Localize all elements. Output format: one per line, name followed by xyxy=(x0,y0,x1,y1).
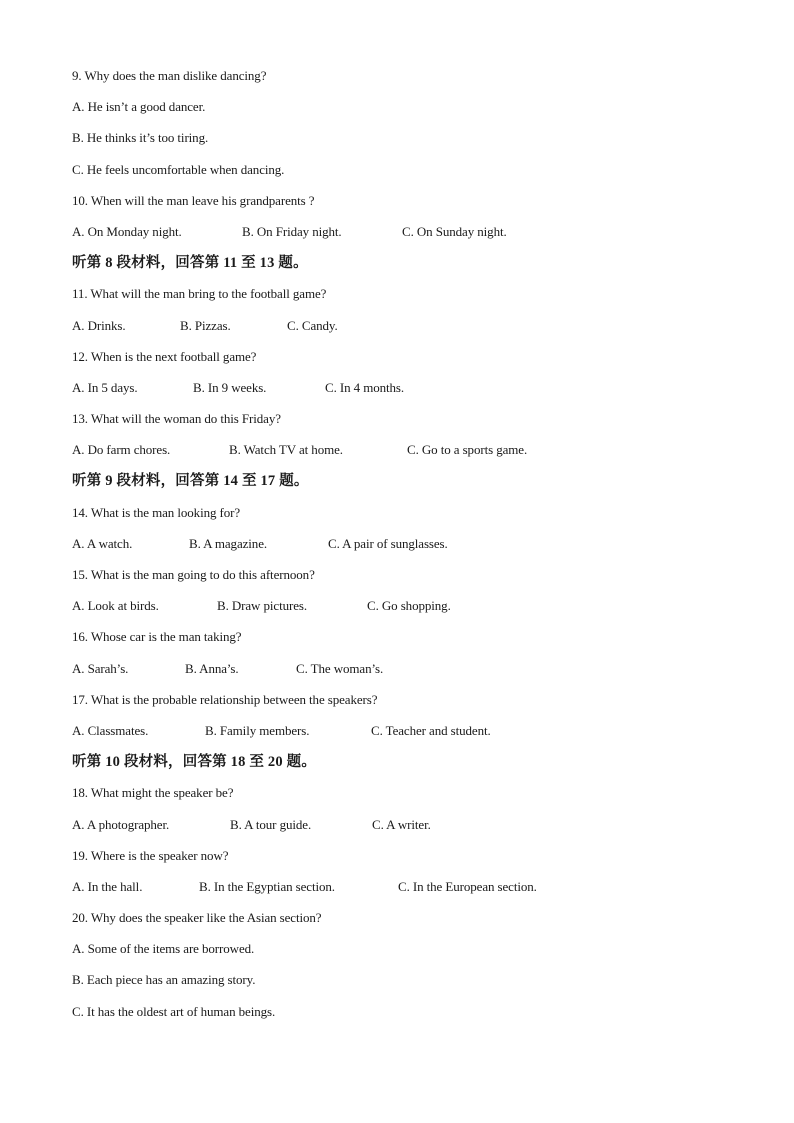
section-10-heading: 听第 10 段材料，回答第 18 至 20 题。 xyxy=(72,754,317,771)
q16-option-a: A. Sarah’s. xyxy=(72,660,129,676)
section-9-heading: 听第 9 段材料，回答第 14 至 17 题。 xyxy=(72,473,309,490)
q20-option-b: B. Each piece has an amazing story. xyxy=(72,972,256,988)
q11-option-c: C. Candy. xyxy=(287,317,338,333)
q13-option-b: B. Watch TV at home. xyxy=(229,442,343,458)
q16-options xyxy=(72,657,752,688)
q19-options xyxy=(72,875,752,906)
q17-option-a: A. Classmates. xyxy=(72,722,149,738)
q12-option-a: A. In 5 days. xyxy=(72,379,138,395)
question-18: 18. What might the speaker be? xyxy=(72,785,234,801)
q19-option-b: B. In the Egyptian section. xyxy=(199,878,335,894)
question-16: 16. Whose car is the man taking? xyxy=(72,629,242,645)
q12-option-c: C. In 4 months. xyxy=(325,379,405,395)
q15-options xyxy=(72,594,752,625)
q11-options xyxy=(72,314,752,345)
q10-option-a: A. On Monday night. xyxy=(72,223,182,239)
q12-options xyxy=(72,376,752,407)
q18-option-a: A. A photographer. xyxy=(72,816,170,832)
question-12: 12. When is the next football game? xyxy=(72,348,257,364)
q20-option-c: C. It has the oldest art of human beings. xyxy=(72,1003,276,1019)
q9-option-a: A. He isn’t a good dancer. xyxy=(72,99,206,115)
section-8-heading: 听第 8 段材料，回答第 11 至 13 题。 xyxy=(72,255,308,272)
q18-option-b: B. A tour guide. xyxy=(230,816,312,832)
q15-option-a: A. Look at birds. xyxy=(72,598,159,614)
q17-option-c: C. Teacher and student. xyxy=(371,722,491,738)
q10-options xyxy=(72,220,752,251)
question-9: 9. Why does the man dislike dancing? xyxy=(72,68,267,83)
q14-option-c: C. A pair of sunglasses. xyxy=(328,535,448,551)
question-13: 13. What will the woman do this Friday? xyxy=(72,411,281,427)
question-11: 11. What will the man bring to the football game? xyxy=(72,286,327,302)
q11-option-b: B. Pizzas. xyxy=(180,317,231,333)
q20-option-a: A. Some of the items are borrowed. xyxy=(72,941,255,957)
q13-options xyxy=(72,438,752,469)
question-20: 20. Why does the speaker like the Asian section? xyxy=(72,910,322,926)
q19-option-a: A. In the hall. xyxy=(72,878,143,894)
question-17: 17. What is the probable relationship between the speakers? xyxy=(72,691,378,707)
q10-option-c: C. On Sunday night. xyxy=(402,223,507,239)
question-10: 10. When will the man leave his grandparents ? xyxy=(72,192,315,208)
question-15: 15. What is the man going to do this afternoon? xyxy=(72,567,315,582)
q17-option-b: B. Family members. xyxy=(205,722,310,738)
q14-options xyxy=(72,532,752,563)
q17-options xyxy=(72,719,752,750)
q18-options xyxy=(72,813,752,844)
q14-option-b: B. A magazine. xyxy=(189,535,268,551)
q15-option-b: B. Draw pictures. xyxy=(217,598,307,614)
q19-option-c: C. In the European section. xyxy=(398,878,537,894)
q15-option-c: C. Go shopping. xyxy=(367,598,451,614)
q18-option-c: C. A writer. xyxy=(372,816,431,832)
q14-option-a: A. A watch. xyxy=(72,535,133,551)
q13-option-a: A. Do farm chores. xyxy=(72,442,171,458)
q13-option-c: C. Go to a sports game. xyxy=(407,442,528,458)
question-19: 19. Where is the speaker now? xyxy=(72,847,229,863)
q9-option-c: C. He feels uncomfortable when dancing. xyxy=(72,161,285,177)
q12-option-b: B. In 9 weeks. xyxy=(193,379,267,395)
q16-option-b: B. Anna’s. xyxy=(185,660,239,676)
q11-option-a: A. Drinks. xyxy=(72,317,126,333)
exam-page xyxy=(72,64,752,1031)
q10-option-b: B. On Friday night. xyxy=(242,223,342,239)
question-14: 14. What is the man looking for? xyxy=(72,504,241,520)
q16-option-c: C. The woman’s. xyxy=(296,660,384,676)
q9-option-b: B. He thinks it’s too tiring. xyxy=(72,130,209,146)
